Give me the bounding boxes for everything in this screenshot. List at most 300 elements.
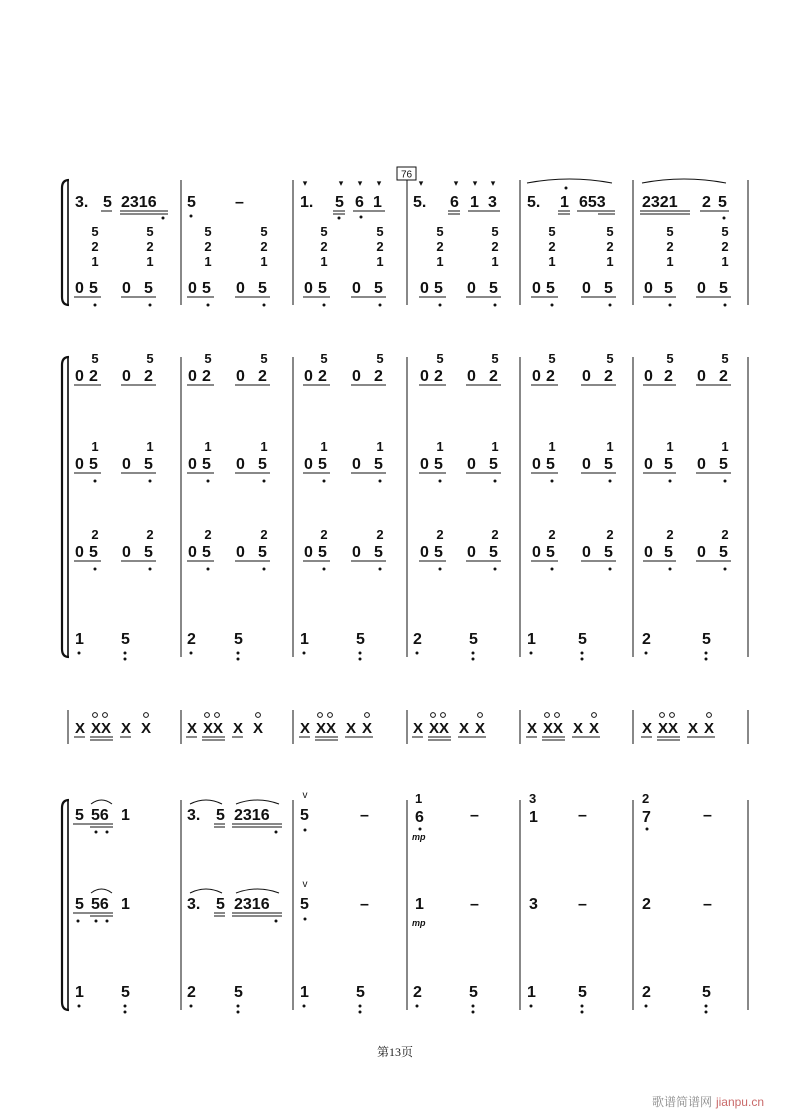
octave-dot [472, 1011, 475, 1014]
note: 5 [202, 544, 211, 561]
octave-dot [94, 304, 97, 307]
bass-note: 2 [413, 984, 422, 1001]
note: 5 [318, 456, 327, 473]
chord-note: 5 [548, 351, 556, 366]
slur [91, 889, 112, 893]
note: 3 [529, 896, 538, 913]
octave-dot [530, 1005, 533, 1008]
chord-note: 2 [146, 239, 154, 254]
octave-dot [439, 304, 442, 307]
dash: – [703, 896, 712, 913]
open-hit-mark [93, 713, 98, 718]
chord-note: 1 [666, 254, 674, 269]
octave-dot [472, 1005, 475, 1008]
rest-zero: 0 [582, 456, 591, 473]
note: 5 [187, 194, 196, 211]
rest-zero: 0 [644, 456, 653, 473]
rest-zero: 0 [304, 544, 313, 561]
bass-note: 1 [527, 631, 536, 648]
note: 5 [434, 456, 443, 473]
rest-zero: 0 [304, 456, 313, 473]
note: 5 [258, 456, 267, 473]
rest-zero: 0 [582, 368, 591, 385]
accent-mark: ▾ [453, 178, 459, 188]
chord-note: 5 [548, 224, 556, 239]
chord-note: 5 [666, 351, 674, 366]
octave-dot [419, 828, 422, 831]
octave-dot [551, 480, 554, 483]
note: 5 [144, 280, 153, 297]
rest-zero: 0 [122, 456, 131, 473]
rest-zero: 0 [188, 544, 197, 561]
note: 6 [415, 809, 424, 826]
octave-dot [359, 1005, 362, 1008]
chord-note: 5 [146, 351, 154, 366]
open-hit-mark [256, 713, 261, 718]
octave-dot [149, 480, 152, 483]
octave-dot [94, 480, 97, 483]
chord-note: 5 [606, 224, 614, 239]
chord-note: 1 [666, 439, 674, 454]
bass-note: 5 [356, 984, 365, 1001]
bass-note: 2 [642, 631, 651, 648]
octave-dot [124, 652, 127, 655]
note: 2 [546, 368, 555, 385]
chord-note: 5 [260, 351, 268, 366]
octave-dot [303, 652, 306, 655]
rest-zero: 0 [352, 280, 361, 297]
accent-mark: ▾ [376, 178, 382, 188]
rest-zero: 0 [188, 456, 197, 473]
chord-note: 1 [436, 439, 444, 454]
drum-hit: XX [316, 720, 337, 737]
note: 6 [450, 194, 459, 211]
octave-dot [207, 304, 210, 307]
note: 5 [604, 280, 613, 297]
slur [91, 800, 112, 804]
chord-note: 2 [91, 527, 99, 542]
open-hit-mark [478, 713, 483, 718]
octave-dot [472, 652, 475, 655]
rest-zero: 0 [352, 456, 361, 473]
note: 56 [91, 896, 109, 913]
dash: – [703, 807, 712, 824]
rest-zero: 0 [75, 368, 84, 385]
octave-dot [94, 568, 97, 571]
octave-dot [705, 658, 708, 661]
rest-zero: 0 [532, 368, 541, 385]
octave-dot [416, 652, 419, 655]
drum-hit: X [346, 720, 357, 737]
chord-note: 2 [146, 527, 154, 542]
octave-dot [95, 831, 98, 834]
octave-dot [724, 568, 727, 571]
octave-dot [304, 918, 307, 921]
octave-dot [106, 831, 109, 834]
octave-dot [359, 652, 362, 655]
chord-note: 5 [91, 351, 99, 366]
octave-dot [669, 480, 672, 483]
drum-hit: X [573, 720, 584, 737]
note: 2316 [234, 807, 270, 824]
note: 1 [529, 809, 538, 826]
rest-zero: 0 [532, 544, 541, 561]
octave-dot [494, 568, 497, 571]
chord-note: 2 [548, 527, 556, 542]
octave-dot [275, 831, 278, 834]
octave-dot [439, 568, 442, 571]
octave-dot [705, 1011, 708, 1014]
octave-dot [379, 480, 382, 483]
dash: – [470, 896, 479, 913]
open-hit-mark [670, 713, 675, 718]
dynamic-mp: mp [412, 832, 426, 842]
breath-mark: v [302, 790, 308, 801]
note: 5 [719, 456, 728, 473]
note: 2 [144, 368, 153, 385]
bass-note: 5 [469, 631, 478, 648]
note: 1 [470, 194, 479, 211]
accent-mark: ▾ [338, 178, 344, 188]
note: 6 [355, 194, 364, 211]
open-hit-mark [365, 713, 370, 718]
note: 2 [702, 194, 711, 211]
note: 5 [89, 544, 98, 561]
bass-note: 2 [413, 631, 422, 648]
octave-dot [416, 1005, 419, 1008]
open-hit-mark [660, 713, 665, 718]
rest-zero: 0 [582, 544, 591, 561]
rest-zero: 0 [697, 544, 706, 561]
open-hit-mark [328, 713, 333, 718]
octave-dot [323, 304, 326, 307]
note: 5 [318, 280, 327, 297]
open-hit-mark [592, 713, 597, 718]
chord-note: 2 [436, 239, 444, 254]
chord-note: 2 [204, 527, 212, 542]
drum-hit: X [141, 720, 152, 737]
drum-hit: XX [429, 720, 450, 737]
octave-dot [263, 568, 266, 571]
drum-hit: X [253, 720, 264, 737]
octave-dot [237, 652, 240, 655]
rest-zero: 0 [697, 368, 706, 385]
octave-dot [379, 568, 382, 571]
rest-zero: 0 [467, 280, 476, 297]
octave-dot [78, 1005, 81, 1008]
octave-dot [581, 658, 584, 661]
slur [527, 179, 612, 183]
octave-dot [581, 1005, 584, 1008]
octave-dot [190, 652, 193, 655]
bass-note: 1 [300, 631, 309, 648]
open-hit-mark [215, 713, 220, 718]
octave-dot [338, 217, 341, 220]
chord-note: 1 [491, 439, 499, 454]
octave-dot [360, 216, 363, 219]
rest-zero: 0 [352, 544, 361, 561]
chord-note: 1 [491, 254, 499, 269]
note: 5 [258, 544, 267, 561]
drum-hit: X [362, 720, 373, 737]
slur [236, 800, 279, 804]
accent-mark: ▾ [302, 178, 308, 188]
octave-dot [565, 187, 568, 190]
chord-note: 1 [91, 254, 99, 269]
note: 5 [546, 544, 555, 561]
octave-dot [581, 1011, 584, 1014]
drum-hit: X [527, 720, 538, 737]
octave-dot [705, 652, 708, 655]
bass-note: 2 [187, 984, 196, 1001]
rest-zero: 0 [236, 456, 245, 473]
open-hit-mark [103, 713, 108, 718]
note: 2 [318, 368, 327, 385]
octave-dot [669, 568, 672, 571]
note: 5 [718, 194, 727, 211]
octave-dot [551, 304, 554, 307]
bass-note: 5 [234, 984, 243, 1001]
note: 2 [719, 368, 728, 385]
dash: – [578, 807, 587, 824]
drum-hit: XX [203, 720, 224, 737]
chord-note: 2 [491, 239, 499, 254]
note: 3 [488, 194, 497, 211]
drum-hit: XX [658, 720, 679, 737]
note: 5 [664, 456, 673, 473]
chord-note: 1 [320, 254, 328, 269]
note: 3. [187, 896, 201, 913]
rest-zero: 0 [467, 544, 476, 561]
note: 5. [527, 194, 541, 211]
note: 5 [374, 456, 383, 473]
chord-note: 5 [436, 351, 444, 366]
rest-zero: 0 [75, 280, 84, 297]
chord-note: 1 [204, 439, 212, 454]
note: 5 [719, 280, 728, 297]
chord-note: 1 [606, 439, 614, 454]
chord-note: 1 [91, 439, 99, 454]
octave-dot [379, 304, 382, 307]
drum-hit: X [187, 720, 198, 737]
chord-note: 1 [204, 254, 212, 269]
rest-zero: 0 [236, 280, 245, 297]
octave-dot [190, 215, 193, 218]
chord-note: 1 [376, 254, 384, 269]
chord-note: 5 [606, 351, 614, 366]
octave-dot [581, 652, 584, 655]
chord-note: 5 [666, 224, 674, 239]
octave-dot [705, 1005, 708, 1008]
chord-note: 1 [146, 439, 154, 454]
chord-note: 2 [204, 239, 212, 254]
note: 5 [664, 280, 673, 297]
drum-hit: X [589, 720, 600, 737]
note: 5 [202, 456, 211, 473]
octave-dot [237, 1011, 240, 1014]
chord-note: 5 [376, 224, 384, 239]
octave-dot [77, 920, 80, 923]
note: 5 [144, 456, 153, 473]
chord-note: 5 [721, 224, 729, 239]
note: 5 [103, 194, 112, 211]
slur [236, 889, 279, 893]
note: 5 [89, 456, 98, 473]
note: 2 [489, 368, 498, 385]
accent-mark: ▾ [357, 178, 363, 188]
note: 3. [75, 194, 89, 211]
bass-note: 2 [642, 984, 651, 1001]
octave-dot [645, 652, 648, 655]
octave-dot [237, 1005, 240, 1008]
chord-note: 2 [606, 239, 614, 254]
octave-dot [162, 217, 165, 220]
upper-note: 1 [415, 791, 423, 806]
octave-dot [304, 829, 307, 832]
watermark-domain: jianpu.cn [715, 1095, 764, 1109]
drum-hit: X [642, 720, 653, 737]
rest-zero: 0 [420, 280, 429, 297]
chord-note: 1 [606, 254, 614, 269]
dash: – [578, 896, 587, 913]
accent-mark: ▾ [472, 178, 478, 188]
rest-zero: 0 [122, 280, 131, 297]
slur [190, 889, 222, 893]
octave-dot [359, 658, 362, 661]
slur [642, 179, 726, 183]
dash: – [360, 807, 369, 824]
note: 7 [642, 809, 651, 826]
note: 5 [144, 544, 153, 561]
chord-note: 2 [436, 527, 444, 542]
open-hit-mark [555, 713, 560, 718]
dynamic-mp: mp [412, 918, 426, 928]
open-hit-mark [707, 713, 712, 718]
rest-zero: 0 [188, 368, 197, 385]
note: 5 [664, 544, 673, 561]
note: 2321 [642, 194, 678, 211]
rest-zero: 0 [532, 456, 541, 473]
bass-note: 5 [702, 984, 711, 1001]
octave-dot [207, 568, 210, 571]
note: 5 [75, 807, 84, 824]
rest-zero: 0 [420, 456, 429, 473]
octave-dot [609, 304, 612, 307]
chord-note: 2 [91, 239, 99, 254]
bass-note: 1 [75, 984, 84, 1001]
octave-dot [149, 568, 152, 571]
note: 5 [202, 280, 211, 297]
drum-hit: X [121, 720, 132, 737]
drum-hit: X [233, 720, 244, 737]
rest-zero: 0 [644, 280, 653, 297]
bass-note: 5 [578, 631, 587, 648]
rest-zero: 0 [467, 368, 476, 385]
rest-zero: 0 [304, 280, 313, 297]
note: 5 [300, 807, 309, 824]
rest-zero: 0 [75, 544, 84, 561]
octave-dot [323, 480, 326, 483]
note: 5 [604, 544, 613, 561]
note: 5 [318, 544, 327, 561]
rest-zero: 0 [420, 544, 429, 561]
rest-zero: 0 [236, 368, 245, 385]
note: 5 [300, 896, 309, 913]
octave-dot [323, 568, 326, 571]
chord-note: 5 [204, 351, 212, 366]
chord-note: 5 [491, 224, 499, 239]
watermark-site-name: 歌谱简谱网 [651, 1095, 712, 1109]
chord-note: 1 [548, 254, 556, 269]
chord-note: 5 [376, 351, 384, 366]
chord-note: 5 [260, 224, 268, 239]
note: 5 [434, 544, 443, 561]
chord-note: 2 [260, 239, 268, 254]
note: 3. [187, 807, 201, 824]
drum-hit: X [413, 720, 424, 737]
rest-zero: 0 [122, 368, 131, 385]
upper-note: 2 [642, 791, 650, 806]
octave-dot [724, 304, 727, 307]
chord-note: 2 [666, 527, 674, 542]
chord-note: 2 [666, 239, 674, 254]
accent-mark: ▾ [418, 178, 424, 188]
note: 1 [415, 896, 424, 913]
chord-note: 1 [146, 254, 154, 269]
note: 5 [374, 544, 383, 561]
chord-note: 5 [721, 351, 729, 366]
chord-note: 2 [721, 527, 729, 542]
note: 2316 [121, 194, 157, 211]
note: 5 [489, 456, 498, 473]
note: 2 [89, 368, 98, 385]
note: 653 [579, 194, 606, 211]
bass-note: 1 [527, 984, 536, 1001]
octave-dot [303, 1005, 306, 1008]
octave-dot [106, 920, 109, 923]
note: 5 [335, 194, 344, 211]
drum-hit: X [300, 720, 311, 737]
drum-hit: X [688, 720, 699, 737]
octave-dot [190, 1005, 193, 1008]
octave-dot [263, 480, 266, 483]
rest-zero: 0 [304, 368, 313, 385]
drum-hit: X [704, 720, 715, 737]
octave-dot [669, 304, 672, 307]
rehearsal-mark-text: 76 [400, 169, 413, 181]
note: 1 [121, 896, 130, 913]
open-hit-mark [441, 713, 446, 718]
chord-note: 5 [320, 224, 328, 239]
chord-note: 2 [320, 239, 328, 254]
breath-mark: v [302, 879, 308, 890]
note: 5 [75, 896, 84, 913]
note: 1 [373, 194, 382, 211]
note: 2 [258, 368, 267, 385]
octave-dot [609, 480, 612, 483]
bass-note: 5 [578, 984, 587, 1001]
octave-dot [646, 828, 649, 831]
chord-note: 1 [376, 439, 384, 454]
note: 2316 [234, 896, 270, 913]
octave-dot [472, 658, 475, 661]
octave-dot [530, 652, 533, 655]
bass-note: 1 [75, 631, 84, 648]
bass-note: 5 [234, 631, 243, 648]
rest-zero: 0 [188, 280, 197, 297]
chord-note: 5 [320, 351, 328, 366]
rest-zero: 0 [467, 456, 476, 473]
